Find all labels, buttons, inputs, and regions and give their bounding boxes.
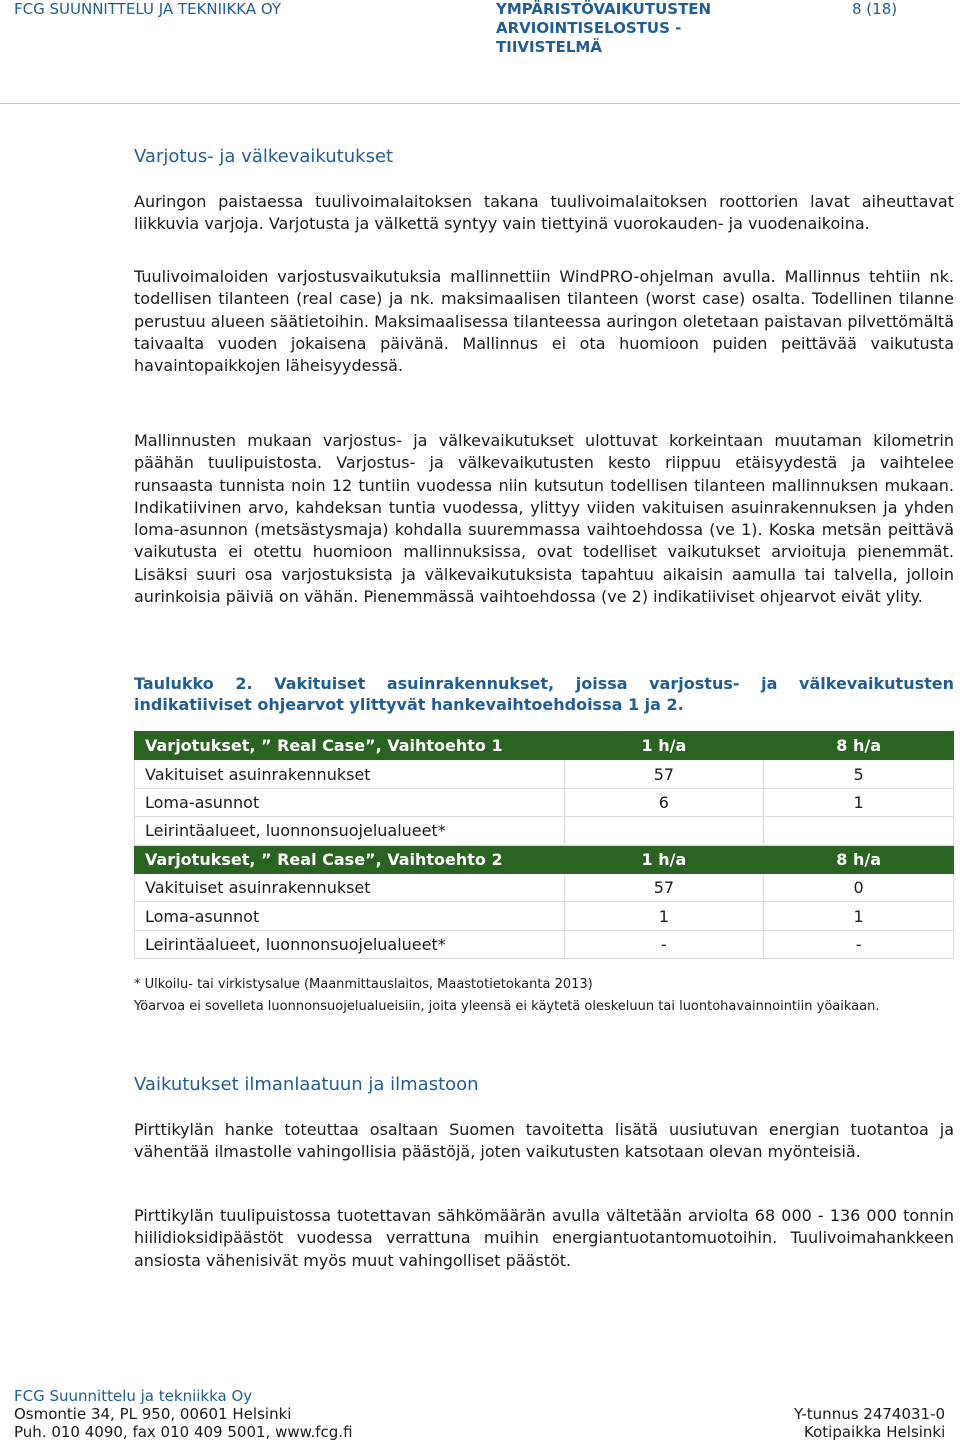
table-cell: 6 — [564, 788, 764, 816]
table-cell: 57 — [564, 873, 764, 901]
footer-domicile: Kotipaikka Helsinki — [804, 1423, 946, 1441]
table-row — [135, 760, 954, 788]
table-header-cell: Varjotukset, ” Real Case”, Vaihtoehto 2 — [135, 845, 565, 873]
table-cell: Loma-asunnot — [135, 788, 565, 816]
footer-company: FCG Suunnittelu ja tekniikka Oy — [14, 1387, 253, 1405]
table-header-cell: 8 h/a — [764, 732, 954, 760]
table-cell — [564, 817, 764, 845]
table-header-cell: 1 h/a — [564, 845, 764, 873]
table-cell: - — [764, 930, 954, 958]
table-header-row — [135, 845, 954, 873]
table-caption-text: Vakituiset asuinrakennukset, joissa varjostus- ja välkevaikutusten indikatiiviset ohjearvot ylittyvät hankevaihtoehdoissa 1 ja 2. — [134, 674, 955, 714]
table-header-cell: Varjotukset, ” Real Case”, Vaihtoehto 1 — [135, 732, 565, 760]
table-header-row — [135, 732, 954, 760]
table-cell: Loma-asunnot — [135, 902, 565, 930]
table-cell: 0 — [764, 873, 954, 901]
section-heading-shadow-flicker: Varjotus- ja välkevaikutukset — [134, 146, 394, 167]
shadow-flicker-table — [134, 731, 954, 959]
table-footnote-1: * Ulkoilu- tai virkistysalue (Maanmittauslaitos, Maastotietokanta 2013) — [134, 977, 593, 992]
table-cell: Leirintäalueet, luonnonsuojelualueet* — [135, 930, 565, 958]
table-row — [135, 902, 954, 930]
table-row — [135, 788, 954, 816]
table-cell: Vakituiset asuinrakennukset — [135, 873, 565, 901]
table-caption-label: Taulukko 2. — [134, 674, 253, 693]
table-cell: 57 — [564, 760, 764, 788]
footer-address: Osmontie 34, PL 950, 00601 Helsinki — [14, 1405, 292, 1423]
section-heading-air-quality: Vaikutukset ilmanlaatuun ja ilmastoon — [134, 1074, 479, 1095]
table-header-cell: 1 h/a — [564, 732, 764, 760]
table-row — [135, 873, 954, 901]
table-row — [135, 930, 954, 958]
header-title-line-2: ARVIOINTISELOSTUS - — [496, 19, 682, 37]
table-cell — [764, 817, 954, 845]
table-row — [135, 817, 954, 845]
header-company: FCG SUUNNITTELU JA TEKNIIKKA OY — [14, 0, 282, 18]
table-cell: 1 — [764, 788, 954, 816]
header-document-title — [496, 0, 711, 57]
table-footnote-2: Yöarvoa ei sovelleta luonnonsuojelualueisiin, joita yleensä ei käytetä oleskeluun tai luontohavainnointiin yöaikaan. — [134, 999, 880, 1014]
table-cell: 1 — [564, 902, 764, 930]
table-header-cell: 8 h/a — [764, 845, 954, 873]
footer-contact: Puh. 010 4090, fax 010 409 5001, www.fcg.fi — [14, 1423, 353, 1441]
table-cell: 5 — [764, 760, 954, 788]
header-title-line-3: TIIVISTELMÄ — [496, 38, 602, 56]
paragraph-renewable-goal: Pirttikylän hanke toteuttaa osaltaan Suomen tavoitetta lisätä uusiutuvan energian tuotantoa ja vähentää ilmastolle vahingollisia päästöjä, joten vaikutusten katsotaan olevan myönteisiä. — [134, 1120, 954, 1162]
header-divider — [0, 103, 960, 104]
paragraph-modelling: Tuulivoimaloiden varjostusvaikutuksia mallinnettiin WindPRO-ohjelman avulla. Mallinnus tehtiin nk. todellisen tilanteen (real case) ja nk. maksimaalisen tilanteen (worst case) osalta. Todellinen tilanne perustuu alueen säätietoihin. Maksimaalisessa tilanteessa auringon oletetaan paistavan pilvettömältä taivaalta vuoden jokaisena päivänä. Mallinnus ei ota huomioon puiden peittävää vaikutusta havaintopaikkojen läheisyydessä. — [134, 267, 954, 376]
paragraph-emissions: Pirttikylän tuulipuistossa tuotettavan sähkömäärän avulla vältetään arviolta 68 000 - 136 000 tonnin hiilidioksidipäästöt vuodessa verrattuna muihin energiantuotantomuotoihin. Tuulivoimahankkeen ansiosta vähenisivät myös muut vahingolliset päästöt. — [134, 1206, 954, 1270]
table-cell: Vakituiset asuinrakennukset — [135, 760, 565, 788]
table-caption — [134, 673, 954, 715]
paragraph-results: Mallinnusten mukaan varjostus- ja välkevaikutukset ulottuvat korkeintaan muutaman kilometrin päähän tuulipuistosta. Varjostus- ja välkevaikutusten kesto riippuu etäisyydestä ja vaihtelee runsaasta tunnista noin 12 tuntiin vuodessa niin kutsutun todellisen tilanteen mallinnuksen mukaan. Indikatiivinen arvo, kahdeksan tuntia vuodessa, ylittyy viiden vakituisen asuinrakennuksen ja yhden loma-asunnon (metsästysmaja) kohdalla suuremmassa vaihtoehdossa (ve 1). Koska metsän peittävä vaikutusta ei otettu huomioon mallinnuksissa, ovat todelliset vaikutukset arvioituja pienemmät. Lisäksi suuri osa varjostuksista ja välkevaikutuksista tapahtuu aikaisin aamulla tai talvella, jolloin aurinkoisia päiviä on vähän. Pienemmässä vaihtoehdossa (ve 2) indikatiiviset ohjearvot eivät ylity. — [134, 431, 954, 607]
table-cell: Leirintäalueet, luonnonsuojelualueet* — [135, 817, 565, 845]
footer-business-id: Y-tunnus 2474031-0 — [794, 1405, 946, 1423]
page-number: 8 (18) — [852, 0, 898, 18]
paragraph-intro: Auringon paistaessa tuulivoimalaitoksen takana tuulivoimalaitoksen roottorien lavat aiheuttavat liikkuvia varjoja. Varjotusta ja välkettä syntyy vain tiettyinä vuorokauden- ja vuodenaikoina. — [134, 192, 954, 234]
table-cell: 1 — [764, 902, 954, 930]
header-title-line-1: YMPÄRISTÖVAIKUTUSTEN — [496, 0, 712, 18]
table-cell: - — [564, 930, 764, 958]
